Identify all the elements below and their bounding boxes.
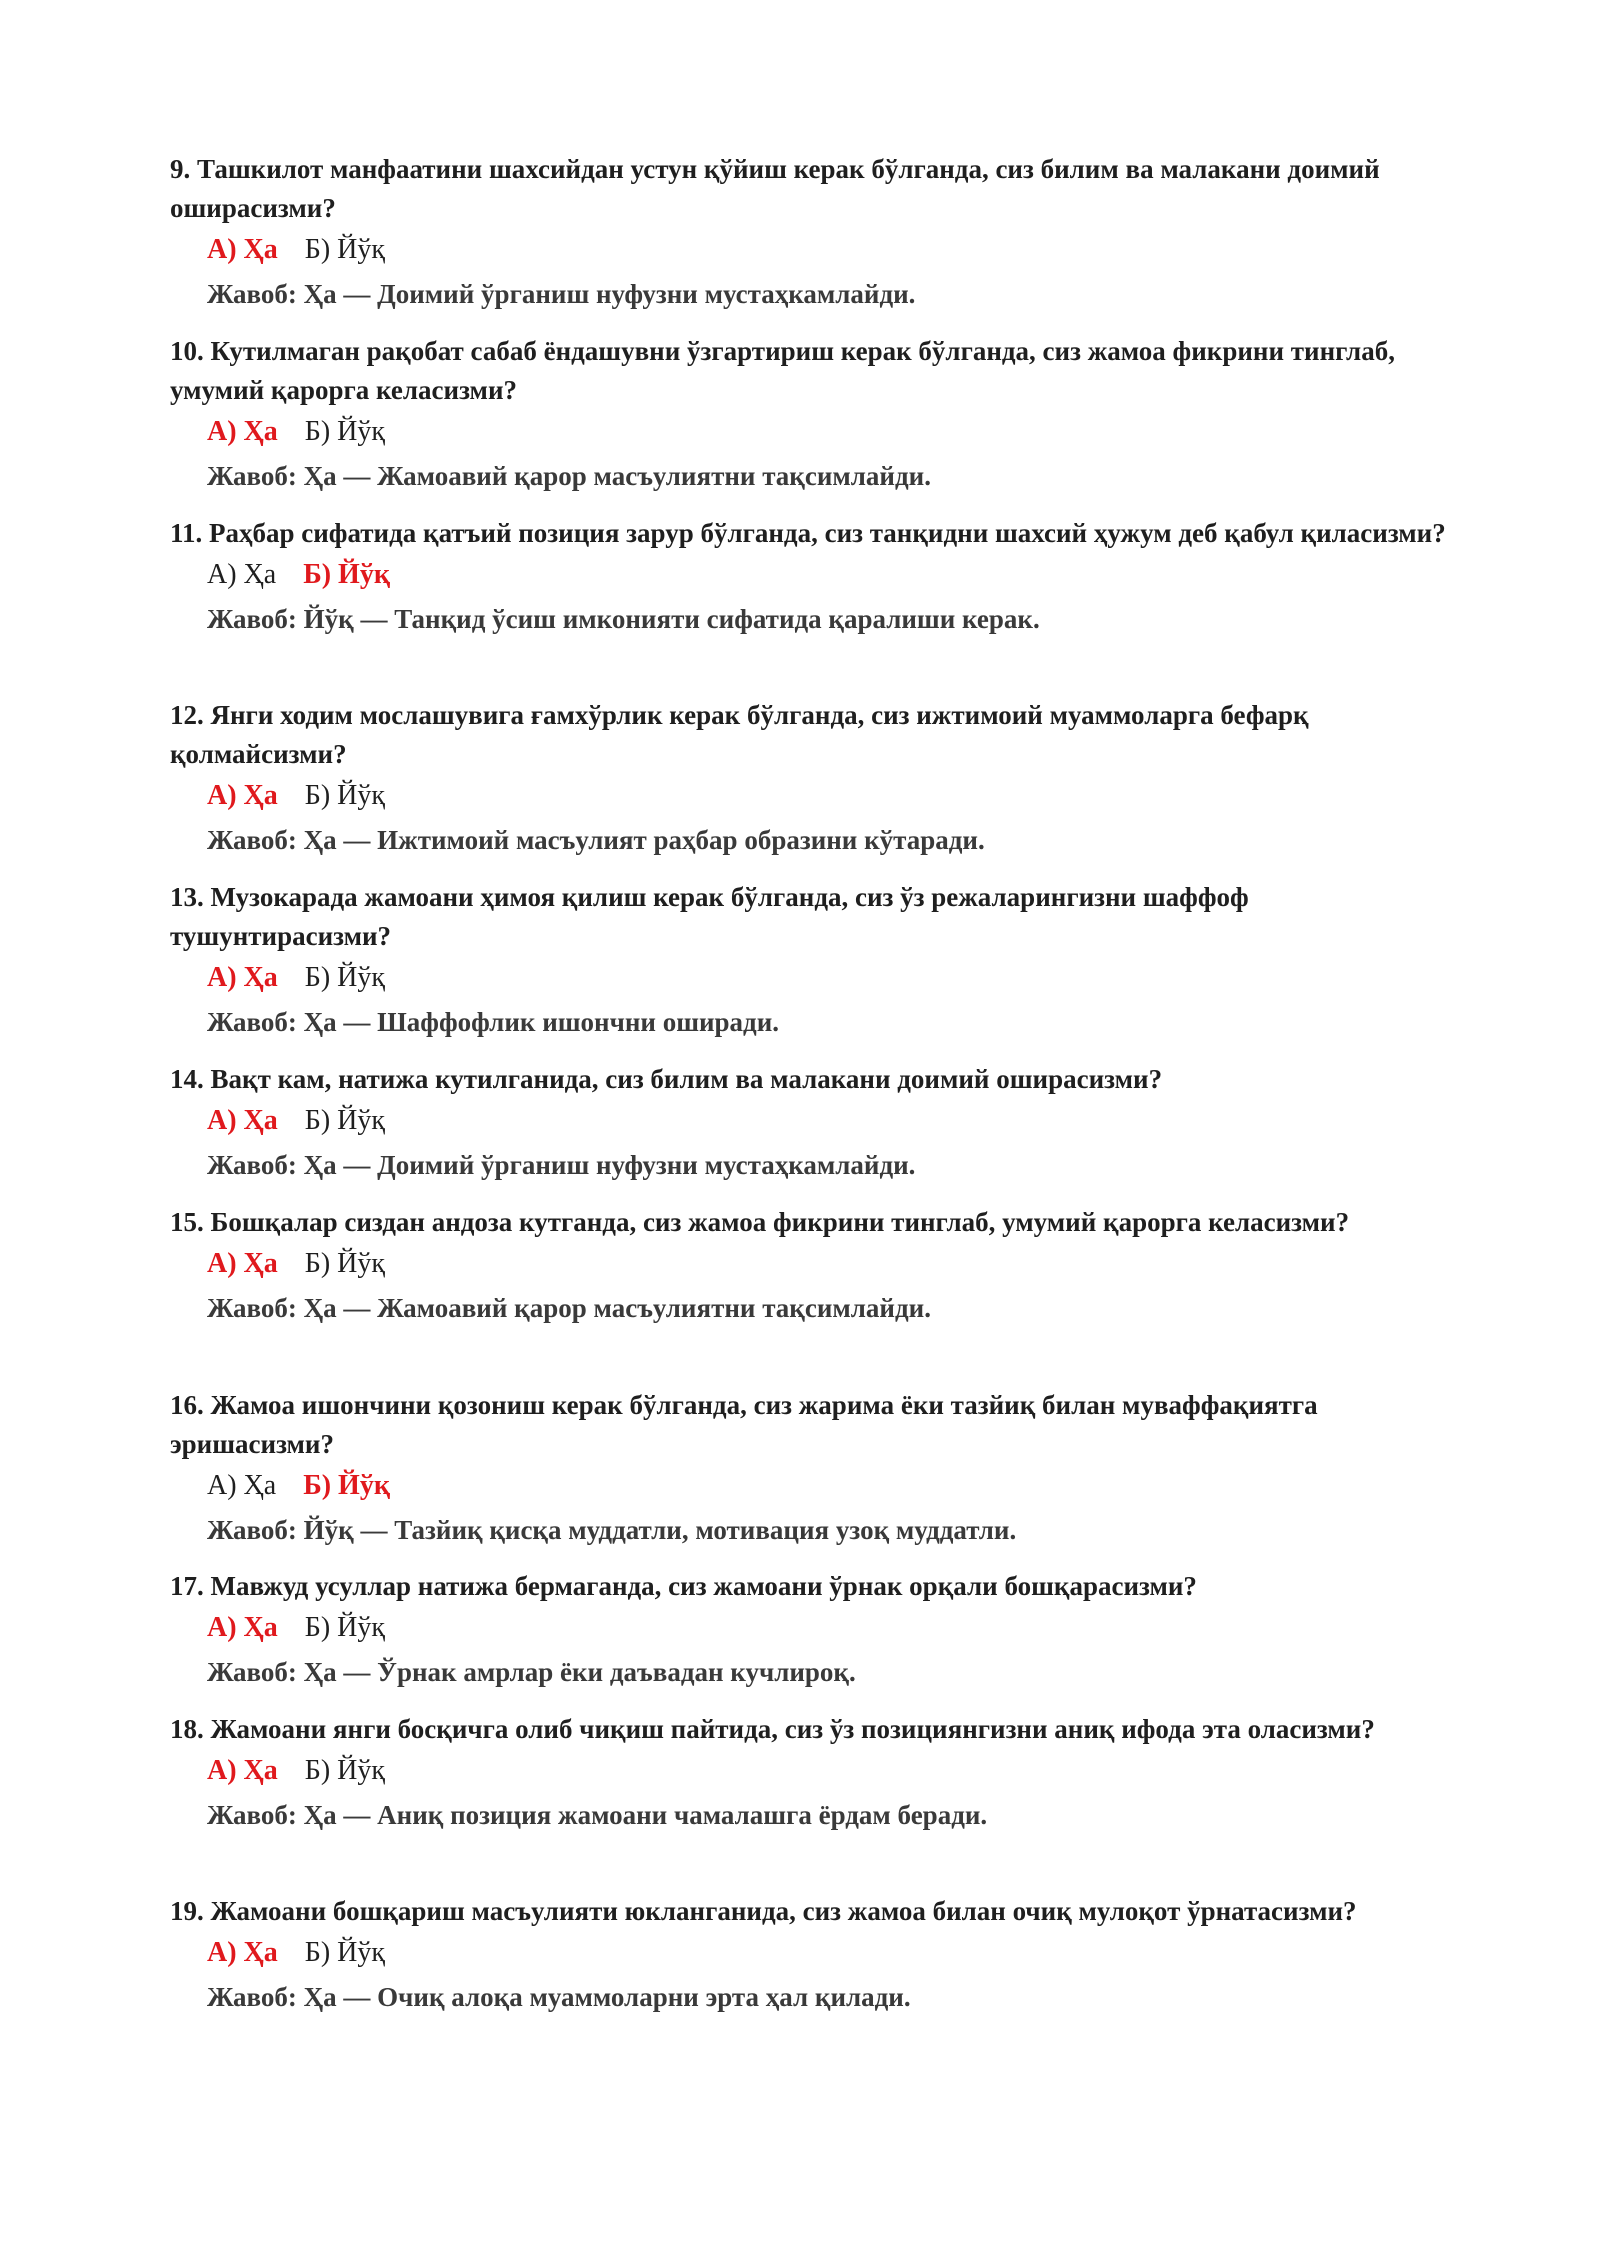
- question-block: [170, 1386, 1450, 1550]
- answer-text: Жавоб: Ҳа — Жамоавий қарор масъулиятни тақсимлайди.: [207, 1293, 931, 1323]
- question-text: 12. Янги ходим мослашувига ғамхўрлик керак бўлганда, сиз ижтимоий муаммоларга бефарқ қолмайсизми?: [170, 700, 1309, 769]
- question-text: 18. Жамоани янги босқичга олиб чиқиш пайтида, сиз ўз позициянгизни аниқ ифода эта оласизми?: [170, 1714, 1375, 1744]
- options-row: [207, 1751, 1450, 1791]
- question-block: [170, 1060, 1450, 1185]
- option-a: А) Ҳа: [207, 1937, 278, 1968]
- option-b: Б) Йўқ: [304, 1755, 385, 1786]
- question-block: [170, 514, 1450, 639]
- answer-text: Жавоб: Йўқ — Тазйиқ қисқа муддатли, мотивация узоқ муддатли.: [207, 1515, 1017, 1545]
- question-block: [170, 1710, 1450, 1835]
- option-a: А) Ҳа: [207, 1248, 278, 1279]
- options-row: [207, 1466, 1450, 1506]
- answer-text: Жавоб: Ҳа — Аниқ позиция жамоани чамалашга ёрдам беради.: [207, 1800, 988, 1830]
- question-block: [170, 332, 1450, 496]
- options-row: [207, 776, 1450, 816]
- option-a: А) Ҳа: [207, 962, 278, 993]
- question-block: [170, 878, 1450, 1042]
- question-text: 16. Жамоа ишончини қозониш керак бўлганда, сиз жарима ёки тазйиқ билан муваффақиятга эришасизми?: [170, 1390, 1318, 1459]
- options-row: [207, 1608, 1450, 1648]
- question-text: 17. Мавжуд усуллар натижа бермаганда, сиз жамоани ўрнак орқали бошқарасизми?: [170, 1571, 1197, 1601]
- answer-text: Жавоб: Ҳа — Шаффофлик ишончни оширади.: [207, 1007, 780, 1037]
- question-block: [170, 696, 1450, 860]
- options-row: [207, 1101, 1450, 1141]
- option-a: А) Ҳа: [207, 416, 278, 447]
- question-text: 14. Вақт кам, натижа кутилганида, сиз билим ва малакани доимий оширасизми?: [170, 1064, 1163, 1094]
- answer-text: Жавоб: Ҳа — Ижтимоий масъулият раҳбар образини кўтаради.: [207, 825, 985, 855]
- answer-text: Жавоб: Ҳа — Доимий ўрганиш нуфузни мустаҳкамлайди.: [207, 279, 916, 309]
- question-block: [170, 1203, 1450, 1328]
- options-row: [207, 958, 1450, 998]
- answer-text: Жавоб: Ҳа — Ўрнак амрлар ёки даъвадан кучлироқ.: [207, 1657, 856, 1687]
- question-text: 19. Жамоани бошқариш масъулияти юкланганида, сиз жамоа билан очиқ мулоқот ўрнатасизми?: [170, 1896, 1357, 1926]
- option-b: Б) Йўқ: [303, 559, 390, 590]
- question-text: 13. Музокарада жамоани ҳимоя қилиш керак бўлганда, сиз ўз режаларингизни шаффоф тушунтирасизми?: [170, 882, 1249, 951]
- question-text: 10. Кутилмаган рақобат сабаб ёндашувни ўзгартириш керак бўлганда, сиз жамоа фикрини тинглаб, умумий қарорга келасизми?: [170, 336, 1395, 405]
- option-a: А) Ҳа: [207, 559, 277, 590]
- answer-text: Жавоб: Ҳа — Жамоавий қарор масъулиятни тақсимлайди.: [207, 461, 931, 491]
- options-row: [207, 230, 1450, 270]
- question-text: 11. Раҳбар сифатида қатъий позиция зарур бўлганда, сиз танқидни шахсий ҳужум деб қабул қиласизми?: [170, 518, 1446, 548]
- option-a: А) Ҳа: [207, 1105, 278, 1136]
- option-b: Б) Йўқ: [304, 780, 385, 811]
- question-text: 15. Бошқалар сиздан андоза кутганда, сиз жамоа фикрини тинглаб, умумий қарорга келасизми?: [170, 1207, 1350, 1237]
- answer-text: Жавоб: Ҳа — Доимий ўрганиш нуфузни мустаҳкамлайди.: [207, 1150, 916, 1180]
- answer-text: Жавоб: Ҳа — Очиқ алоқа муаммоларни эрта ҳал қилади.: [207, 1982, 911, 2012]
- question-text: 9. Ташкилот манфаатини шахсийдан устун қўйиш керак бўлганда, сиз билим ва малакани доимий оширасизми?: [170, 154, 1380, 223]
- option-b: Б) Йўқ: [304, 234, 385, 265]
- question-block: [170, 1567, 1450, 1692]
- option-b: Б) Йўқ: [304, 1937, 385, 1968]
- option-a: А) Ҳа: [207, 234, 278, 265]
- options-row: [207, 1244, 1450, 1284]
- option-a: А) Ҳа: [207, 1612, 278, 1643]
- answer-text: Жавоб: Йўқ — Танқид ўсиш имконияти сифатида қаралиши керак.: [207, 604, 1040, 634]
- option-b: Б) Йўқ: [304, 962, 385, 993]
- option-b: Б) Йўқ: [304, 1105, 385, 1136]
- option-a: А) Ҳа: [207, 1470, 277, 1501]
- options-row: [207, 412, 1450, 452]
- option-b: Б) Йўқ: [303, 1470, 390, 1501]
- option-a: А) Ҳа: [207, 780, 278, 811]
- question-block: [170, 150, 1450, 314]
- option-a: А) Ҳа: [207, 1755, 278, 1786]
- option-b: Б) Йўқ: [304, 1248, 385, 1279]
- options-row: [207, 1933, 1450, 1973]
- question-block: [170, 1892, 1450, 2017]
- option-b: Б) Йўқ: [304, 416, 385, 447]
- options-row: [207, 555, 1450, 595]
- option-b: Б) Йўқ: [304, 1612, 385, 1643]
